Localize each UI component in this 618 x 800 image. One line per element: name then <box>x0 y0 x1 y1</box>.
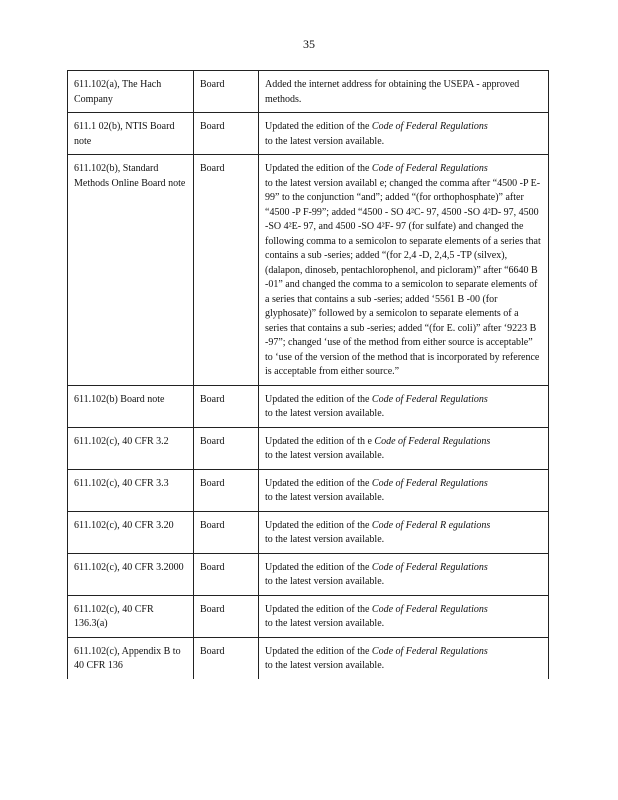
agency-cell: Board <box>194 155 259 386</box>
page-number: 35 <box>303 37 315 51</box>
description-suffix: to the latest version available. <box>265 534 385 545</box>
agency-cell: Board <box>194 427 259 469</box>
description-prefix: Updated the edition of the <box>265 561 370 573</box>
description-suffix: to the latest version available. <box>265 660 385 671</box>
table-row <box>68 637 549 679</box>
table-row <box>68 595 549 637</box>
amendments-table <box>67 70 549 679</box>
description-prefix: Updated the edition of the <box>265 477 370 489</box>
cfr-citation: Code of Federal Regulations <box>371 645 488 657</box>
description-cell <box>259 637 549 679</box>
description-cell <box>259 595 549 637</box>
section-cell: 611.102(a), The Hach Company <box>68 71 194 113</box>
agency-cell: Board <box>194 637 259 679</box>
description-suffix: to the latest version available. <box>265 135 385 147</box>
description-cell <box>259 553 549 595</box>
agency-cell: Board <box>194 511 259 553</box>
description-suffix: to the latest version available. <box>265 576 385 587</box>
agency-cell: Board <box>194 469 259 511</box>
description-suffix: to the latest version available. <box>265 492 385 503</box>
cfr-citation: Code of Federal Regulations <box>371 603 488 615</box>
table-row <box>68 113 549 155</box>
cfr-citation: Code of Federal Regulations <box>371 163 488 174</box>
description-prefix: Updated the edition of the <box>265 393 370 405</box>
cfr-citation: Code of Federal R egulations <box>371 519 491 531</box>
description-cell <box>259 427 549 469</box>
description-suffix: to the latest version available. <box>265 450 385 461</box>
section-cell: 611.102(b) Board note <box>68 385 194 427</box>
description-long: to the latest version availabl e; changed the comma after “4500 -P E-99” to the conjunction “and”; added “(for orthophosphate)” after “4500 -P F-99”; added “4500 - SO 4²C- 97, 4500 -SO 4²D- 97, 4500 -SO 4²E- 97, and 4500 -SO 4²F- 97 (for sulfate) and changed the following comma to a semicolon to separate elements of a series that contains a sub -series; added “(for 2,4 -D, 2,4,5 -TP (silvex), (dalapon, dinoseb, pentachlorophenol, and picloram)” after “6640 B -01” and changed the comma to a semicolon to separate elements of a series that contains a sub -series; added ‘5561 B -00 (for glyphosate)” followed by a semicolon to separate elements of a series that contains a sub -series; added “(for E. coli)” after ‘9223 B -97”; changed ‘use of the method from either source is acceptable” to ‘use of the version of the method that is incorporated by reference is acceptable from either source.” <box>265 177 541 377</box>
cfr-citation: Code of Federal Regulations <box>374 435 491 447</box>
section-cell: 611.102(c), 40 CFR 3.3 <box>68 469 194 511</box>
description-cell <box>259 469 549 511</box>
description-prefix: Updated the edition of the <box>265 645 370 657</box>
description-cell <box>259 385 549 427</box>
agency-cell: Board <box>194 595 259 637</box>
description-prefix: Updated the edition of the <box>265 163 370 174</box>
description-suffix: to the latest version available. <box>265 618 385 629</box>
section-cell: 611.102(b), Standard Methods Online Board note <box>68 155 194 386</box>
description-cell <box>259 155 549 386</box>
table-row <box>68 385 549 427</box>
description-prefix: Updated the edition of th e <box>265 435 372 447</box>
description-prefix: Updated the edition of the <box>265 519 370 531</box>
description-suffix: to the latest version available. <box>265 408 385 419</box>
cfr-citation: Code of Federal Regulations <box>371 393 488 405</box>
cfr-citation: Code of Federal Regulations <box>371 561 488 573</box>
table-row <box>68 469 549 511</box>
cfr-citation: Code of Federal Regulations <box>371 121 488 132</box>
section-cell: 611.1 02(b), NTIS Board note <box>68 113 194 155</box>
table-row <box>68 71 549 113</box>
description-cell: Added the internet address for obtaining the USEPA - approved methods. <box>259 71 549 113</box>
section-cell: 611.102(c), 40 CFR 3.2000 <box>68 553 194 595</box>
table-row <box>68 511 549 553</box>
description-prefix: Updated the edition of the <box>265 121 370 132</box>
description-cell <box>259 511 549 553</box>
section-cell: 611.102(c), 40 CFR 3.2 <box>68 427 194 469</box>
description-prefix: Updated the edition of the <box>265 603 370 615</box>
table-row <box>68 155 549 386</box>
section-cell: 611.102(c), 40 CFR 3.20 <box>68 511 194 553</box>
agency-cell: Board <box>194 385 259 427</box>
section-cell: 611.102(c), 40 CFR 136.3(a) <box>68 595 194 637</box>
section-cell: 611.102(c), Appendix B to 40 CFR 136 <box>68 637 194 679</box>
agency-cell: Board <box>194 553 259 595</box>
table-row <box>68 427 549 469</box>
cfr-citation: Code of Federal Regulations <box>371 477 488 489</box>
table-row <box>68 553 549 595</box>
description-cell <box>259 113 549 155</box>
agency-cell: Board <box>194 113 259 155</box>
agency-cell: Board <box>194 71 259 113</box>
